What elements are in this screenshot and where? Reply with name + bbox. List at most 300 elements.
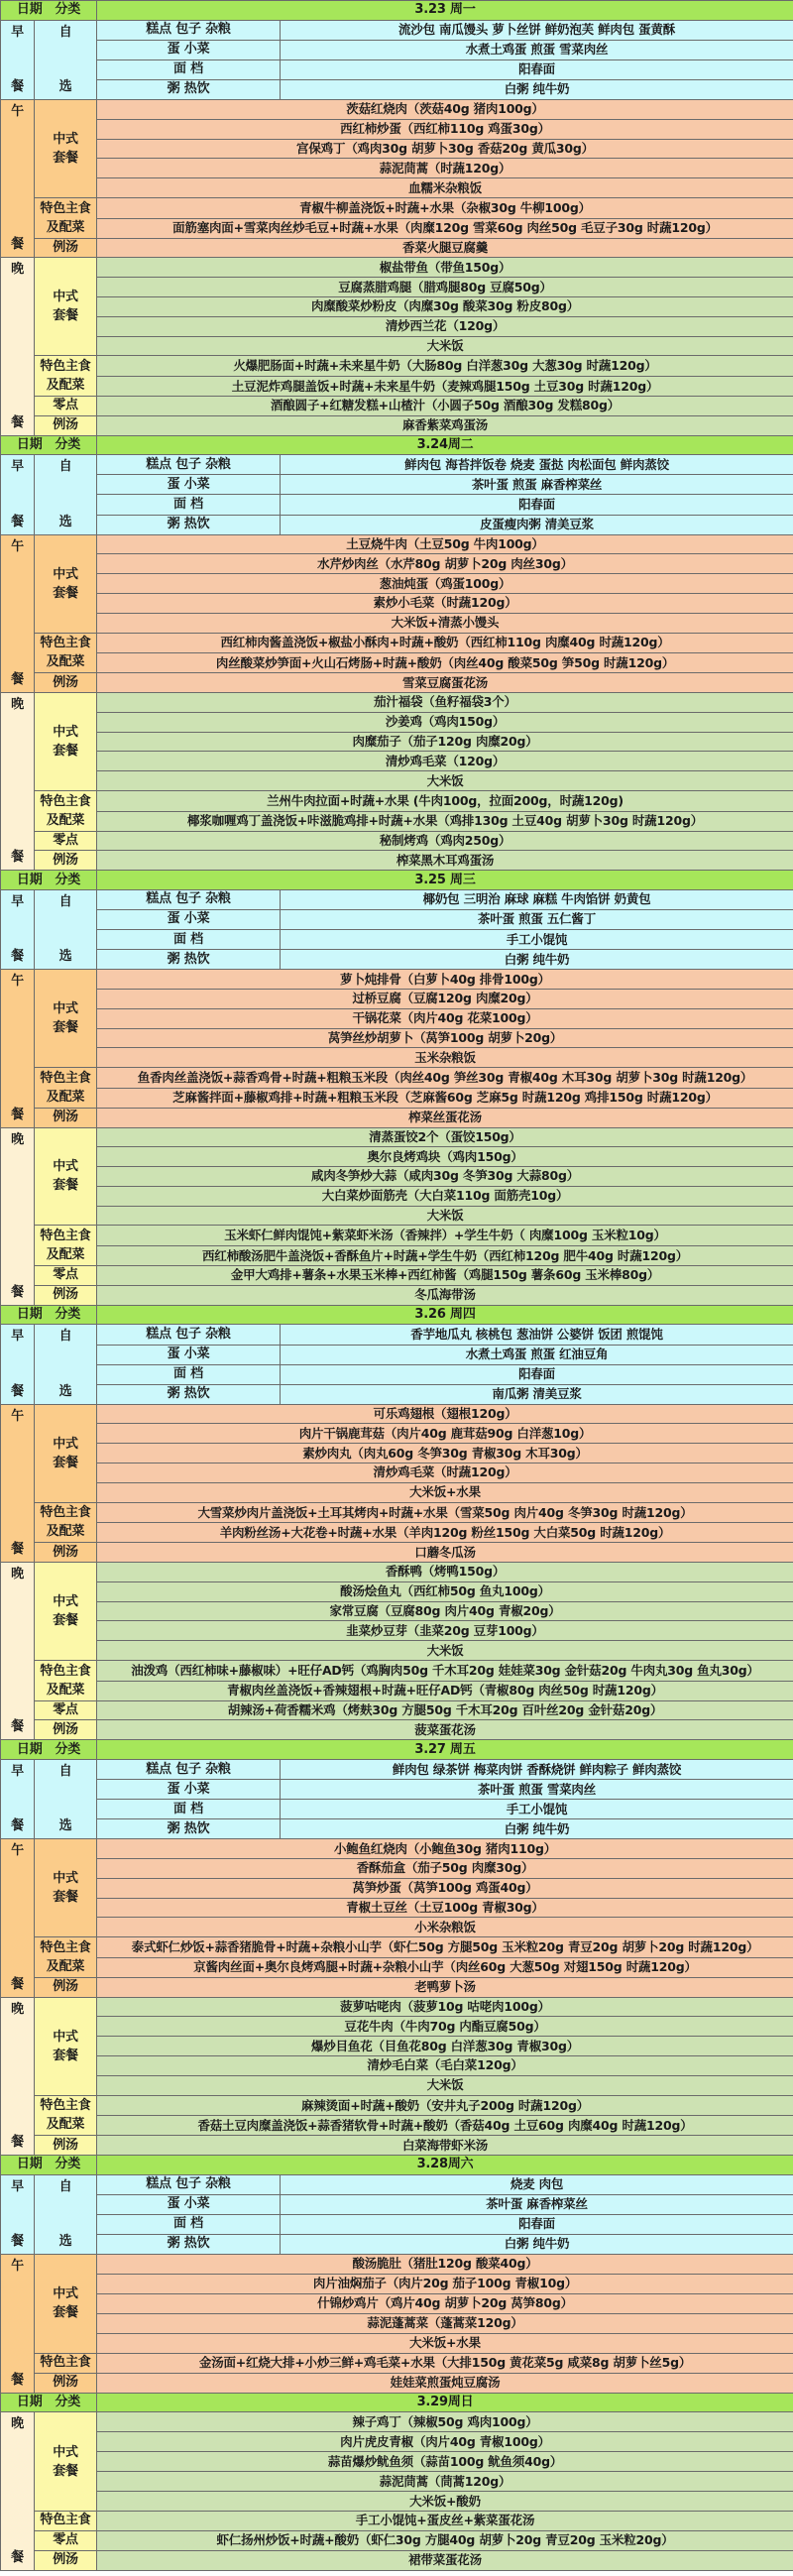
- soup-item: 娃娃菜煎蛋炖豆腐汤: [97, 2373, 793, 2393]
- breakfast-category: 粥 热饮: [97, 1819, 281, 1839]
- breakfast-meal-label: [1, 1325, 35, 1404]
- special-label: [35, 2095, 97, 2136]
- breakfast-category: 粥 热饮: [97, 79, 281, 99]
- lunch-special-row: [1, 1523, 793, 1543]
- dinner-set-row: [1, 1601, 793, 1621]
- header-category-label: 分类: [55, 872, 81, 887]
- dish-item: 大米饭: [97, 771, 793, 791]
- lunch-soup-row: [1, 2373, 793, 2393]
- day-header-row: [1, 435, 793, 455]
- soup-item: 雪菜豆腐蛋花汤: [97, 673, 793, 693]
- dinner-set-row: [1, 712, 793, 732]
- dish-item: 清蒸蛋饺2个（蛋饺150g）: [97, 1127, 793, 1147]
- dish-item: 过桥豆腐（豆腐120g 肉糜20g）: [97, 989, 793, 1008]
- breakfast-category: 糕点 包子 杂粮: [97, 889, 281, 909]
- breakfast-category: 面 档: [97, 930, 281, 950]
- meal-label-top: 早: [11, 1329, 24, 1345]
- dinner-meal-label: [1, 1127, 35, 1305]
- meal-label-top: 午: [11, 103, 24, 119]
- label-line: 套餐: [53, 1178, 78, 1194]
- special-item: 泰式虾仁炒饭+蒜香猪脆骨+时蔬+杂粮小山芋（虾仁50g 方腿50g 玉米粒20g 青豆20g 胡萝卜20g 时蔬120g）: [97, 1937, 793, 1958]
- lunch-set-row: [1, 159, 793, 178]
- soup-label: 例汤: [35, 2550, 97, 2570]
- meal-label-top: 午: [11, 1843, 24, 1859]
- day-header-row: [1, 871, 793, 890]
- day-date: 3.28周六: [97, 2156, 793, 2175]
- label-line: 中式: [53, 566, 78, 582]
- meal-label-bottom: 餐: [11, 78, 24, 94]
- dinner-snack-row: [1, 1266, 793, 1286]
- special-label: [35, 197, 97, 238]
- lunch-special-row: [1, 1502, 793, 1523]
- lunch-meal-label: [1, 99, 35, 257]
- label-line: 特色主食: [40, 636, 91, 651]
- header-category-label: 分类: [55, 2, 81, 18]
- soup-item: 老鸭萝卜汤: [97, 1977, 793, 1997]
- snack-label: 零点: [35, 1700, 97, 1720]
- dinner-set-row: [1, 2017, 793, 2037]
- lunch-set-row: [1, 1008, 793, 1028]
- special-item: 火爆肥肠面+时蔬+未来星牛奶（大肠80g 白洋葱30g 大葱30g 时蔬120g）: [97, 356, 793, 377]
- dinner-special-row: [1, 2116, 793, 2136]
- breakfast-items: 阳春面: [281, 1364, 793, 1384]
- day-date: 3.27 周五: [97, 1740, 793, 1760]
- special-item: 麻辣烫面+时蔬+酸奶（安井丸子200g 时蔬120g）: [97, 2095, 793, 2116]
- breakfast-row: [1, 889, 793, 909]
- meal-label-bottom: 选: [58, 1818, 72, 1834]
- dish-item: 西红柿炒蛋（西红柿110g 鸡蛋30g）: [97, 119, 793, 139]
- meal-label-top: 早: [11, 24, 24, 40]
- dinner-soup-row: [1, 2550, 793, 2570]
- header-date-label: 日期: [16, 1741, 43, 1757]
- dish-item: 家常豆腐（豆腐80g 肉片40g 青椒20g）: [97, 1601, 793, 1621]
- meal-label-bottom: 餐: [11, 2234, 24, 2249]
- dinner-snack-row: [1, 396, 793, 415]
- label-line: 特色主食: [40, 1070, 91, 1086]
- meal-label-top: 自: [58, 24, 72, 40]
- dinner-set-row: [1, 1997, 793, 2017]
- chinese-set-label: [35, 970, 97, 1068]
- meal-label-bottom: 餐: [11, 237, 24, 253]
- chinese-set-label: [35, 1563, 97, 1661]
- meal-label-top: 自: [58, 2178, 72, 2194]
- chinese-set-label: [35, 99, 97, 197]
- breakfast-items: 茶叶蛋 煎蛋 麻香榨菜丝: [281, 475, 793, 495]
- header-date-category: [1, 435, 97, 455]
- breakfast-items: 流沙包 南瓜馒头 萝卜丝饼 鲜奶泡芙 鲜肉包 蛋黄酥: [281, 20, 793, 40]
- lunch-special-row: [1, 633, 793, 653]
- header-date-category: [1, 1, 97, 21]
- breakfast-row: [1, 2194, 793, 2214]
- breakfast-category: 面 档: [97, 1364, 281, 1384]
- breakfast-category: 粥 热饮: [97, 2234, 281, 2254]
- breakfast-row: [1, 40, 793, 59]
- header-date-label: 日期: [16, 1307, 43, 1323]
- breakfast-items: 茶叶蛋 麻香榨菜丝: [281, 2194, 793, 2214]
- breakfast-meal-label: [1, 20, 35, 99]
- header-date-label: 日期: [16, 436, 43, 452]
- breakfast-category: 粥 热饮: [97, 950, 281, 970]
- breakfast-items: 烧麦 肉包: [281, 2174, 793, 2194]
- day-header-row: [1, 1305, 793, 1325]
- special-item: 椰浆咖喱鸡丁盖浇饭+咔滋脆鸡排+时蔬+水果（鸡排130g 土豆40g 胡萝卜30g 时蔬120g）: [97, 811, 793, 831]
- lunch-set-row: [1, 574, 793, 594]
- breakfast-self-serve-label: [35, 1760, 97, 1839]
- dish-item: 大白菜炒面筋壳（大白菜110g 面筋壳10g）: [97, 1186, 793, 1206]
- label-line: 中式: [53, 1871, 78, 1887]
- meal-label-top: 午: [11, 974, 24, 990]
- dinner-set-row: [1, 1621, 793, 1641]
- dinner-soup-row: [1, 1720, 793, 1740]
- lunch-set-row: [1, 2255, 793, 2275]
- soup-label: 例汤: [35, 1977, 97, 1997]
- breakfast-items: 手工小馄饨: [281, 1800, 793, 1819]
- chinese-set-label: [35, 2255, 97, 2354]
- dish-item: 素炒小毛菜（时蔬120g）: [97, 593, 793, 613]
- lunch-set-row: [1, 2293, 793, 2313]
- special-item: 金汤面+红烧大排+小炒三鲜+鸡毛菜+水果（大排150g 黄花菜5g 咸菜8g 胡萝卜丝5g）: [97, 2353, 793, 2373]
- dinner-meal-label: [1, 692, 35, 870]
- dish-item: 菠萝咕咾肉（菠萝10g 咕咾肉100g）: [97, 1997, 793, 2017]
- dish-item: 萝卜炖排骨（白萝卜40g 排骨100g）: [97, 970, 793, 990]
- breakfast-items: 白粥 纯牛奶: [281, 2234, 793, 2254]
- soup-label: 例汤: [35, 2373, 97, 2393]
- breakfast-category: 蛋 小菜: [97, 1345, 281, 1364]
- soup-item: 榨菜丝蛋花汤: [97, 1108, 793, 1127]
- label-line: 中式: [53, 2444, 78, 2460]
- soup-item: 白菜海带虾米汤: [97, 2136, 793, 2156]
- breakfast-row: [1, 1819, 793, 1839]
- special-item: 面筋塞肉面+雪菜肉丝炒毛豆+时蔬+水果（肉糜120g 雪菜60g 肉丝50g 毛豆子30g 时蔬120g）: [97, 218, 793, 238]
- special-label: [35, 1502, 97, 1543]
- breakfast-row: [1, 909, 793, 929]
- breakfast-self-serve-label: [35, 455, 97, 534]
- meal-label-bottom: 选: [58, 514, 72, 529]
- dish-item: 莴笋炒蛋（莴笋100g 鸡蛋40g）: [97, 1878, 793, 1898]
- dish-item: 土豆烧牛肉（土豆50g 牛肉100g）: [97, 534, 793, 554]
- dish-item: 大米饭: [97, 336, 793, 356]
- lunch-set-row: [1, 1839, 793, 1859]
- breakfast-row: [1, 1364, 793, 1384]
- snack-item: 虾仁扬州炒饭+时蔬+酸奶（虾仁30g 方腿40g 胡萝卜20g 青豆20g 玉米粒20g）: [97, 2530, 793, 2550]
- special-item: 青椒肉丝盖浇饭+香辣翅根+时蔬+旺仔AD钙（青椒80g 肉丝50g 时蔬120g）: [97, 1681, 793, 1700]
- dinner-set-row: [1, 1563, 793, 1582]
- breakfast-row: [1, 79, 793, 99]
- breakfast-meal-label: [1, 889, 35, 969]
- meal-label-top: 午: [11, 538, 24, 554]
- label-line: 套餐: [53, 2048, 78, 2063]
- dinner-set-row: [1, 1206, 793, 1226]
- lunch-set-row: [1, 99, 793, 119]
- dinner-set-row: [1, 2056, 793, 2076]
- soup-label: 例汤: [35, 1285, 97, 1305]
- label-line: 特色主食: [40, 2098, 91, 2114]
- soup-label: 例汤: [35, 2136, 97, 2156]
- label-line: 及配菜: [46, 378, 85, 394]
- special-item: 西红柿肉酱盖浇饭+椒盐小酥肉+时蔬+酸奶（西红柿110g 肉糜40g 时蔬120g）: [97, 633, 793, 653]
- header-category-label: 分类: [55, 436, 81, 452]
- dish-item: 清炒鸡毛菜（120g）: [97, 752, 793, 771]
- dish-item: 什锦炒鸡片（鸡片40g 胡萝卜20g 莴笋80g）: [97, 2293, 793, 2313]
- breakfast-row: [1, 59, 793, 79]
- chinese-set-label: [35, 1997, 97, 2095]
- dish-item: 干锅花菜（肉片40g 花菜100g）: [97, 1008, 793, 1028]
- soup-item: 裙带菜蛋花汤: [97, 2550, 793, 2570]
- meal-label-bottom: 餐: [11, 2372, 24, 2388]
- meal-label-top: 早: [11, 893, 24, 909]
- dinner-special-row: [1, 811, 793, 831]
- meal-label-bottom: 餐: [11, 1976, 24, 1992]
- snack-item: 胡辣汤+荷香糯米鸡（烤麸30g 方腿50g 千木耳20g 百叶丝20g 金针菇20g）: [97, 1700, 793, 1720]
- breakfast-category: 糕点 包子 杂粮: [97, 455, 281, 475]
- dinner-set-row: [1, 692, 793, 712]
- breakfast-items: 鲜肉包 海苔拌饭卷 烧麦 蛋挞 肉松面包 鲜肉蒸饺: [281, 455, 793, 475]
- lunch-meal-label: [1, 2255, 35, 2394]
- lunch-set-row: [1, 593, 793, 613]
- meal-label-top: 早: [11, 1764, 24, 1780]
- snack-label: 零点: [35, 396, 97, 415]
- dinner-set-row: [1, 2075, 793, 2095]
- label-line: 套餐: [53, 1455, 78, 1470]
- label-line: 套餐: [53, 1613, 78, 1629]
- lunch-set-row: [1, 2274, 793, 2293]
- special-label: [35, 356, 97, 397]
- dinner-special-row: [1, 377, 793, 397]
- chinese-set-label: [35, 1127, 97, 1226]
- lunch-meal-label: [1, 1839, 35, 1997]
- meal-label-bottom: 选: [58, 78, 72, 94]
- dinner-set-row: [1, 336, 793, 356]
- special-item: 香菇土豆肉糜盖浇饭+蒜香猪软骨+时蔬+酸奶（香菇40g 土豆60g 肉糜40g 时蔬120g）: [97, 2116, 793, 2136]
- meal-label-top: 午: [11, 1408, 24, 1424]
- lunch-set-row: [1, 2313, 793, 2333]
- breakfast-row: [1, 455, 793, 475]
- label-line: 及配菜: [46, 1247, 85, 1263]
- dish-item: 素炒肉丸（肉丸60g 冬笋30g 青椒30g 木耳30g）: [97, 1444, 793, 1464]
- lunch-set-row: [1, 554, 793, 574]
- chinese-set-label: [35, 534, 97, 633]
- header-date-label: 日期: [16, 872, 43, 887]
- lunch-set-row: [1, 970, 793, 990]
- label-line: 及配菜: [46, 2117, 85, 2133]
- dinner-special-row: [1, 2512, 793, 2531]
- lunch-special-row: [1, 1088, 793, 1108]
- day-header-row: [1, 1740, 793, 1760]
- lunch-set-row: [1, 139, 793, 159]
- chinese-set-label: [35, 692, 97, 790]
- meal-label-top: 早: [11, 2178, 24, 2194]
- label-line: 中式: [53, 1159, 78, 1175]
- soup-item: 麻香紫菜鸡蛋汤: [97, 415, 793, 435]
- lunch-special-row: [1, 197, 793, 218]
- dish-item: 奥尔良烤鸡块（鸡肉150g）: [97, 1147, 793, 1167]
- lunch-soup-row: [1, 1108, 793, 1127]
- dish-item: 大米饭: [97, 1641, 793, 1661]
- dish-item: 韭菜炒豆芽（韭菜20g 豆芽100g）: [97, 1621, 793, 1641]
- breakfast-category: 糕点 包子 杂粮: [97, 1325, 281, 1345]
- lunch-set-row: [1, 1048, 793, 1068]
- dinner-special-row: [1, 356, 793, 377]
- dinner-soup-row: [1, 851, 793, 871]
- breakfast-category: 蛋 小菜: [97, 909, 281, 929]
- breakfast-category: 面 档: [97, 1800, 281, 1819]
- dish-item: 大米饭: [97, 2075, 793, 2095]
- lunch-soup-row: [1, 1977, 793, 1997]
- breakfast-items: 白粥 纯牛奶: [281, 79, 793, 99]
- special-label: [35, 633, 97, 673]
- chinese-set-label: [35, 258, 97, 356]
- meal-label-bottom: 餐: [11, 1284, 24, 1300]
- dinner-set-row: [1, 2452, 793, 2472]
- dish-item: 葱油炖蛋（鸡蛋100g）: [97, 574, 793, 594]
- dinner-set-row: [1, 1186, 793, 1206]
- dish-item: 蒜泥茼蒿（茼蒿120g）: [97, 2472, 793, 2492]
- lunch-set-row: [1, 1028, 793, 1048]
- dinner-snack-row: [1, 2530, 793, 2550]
- lunch-set-row: [1, 2333, 793, 2353]
- label-line: 特色主食: [40, 1940, 91, 1956]
- label-line: 及配菜: [46, 1524, 85, 1540]
- meal-label-top: 晚: [11, 1567, 24, 1582]
- dish-item: 莴笋丝炒胡萝卜（莴笋100g 胡萝卜20g）: [97, 1028, 793, 1048]
- meal-label-bottom: 餐: [11, 1383, 24, 1399]
- breakfast-row: [1, 495, 793, 515]
- dish-item: 大米饭: [97, 1206, 793, 1226]
- lunch-set-row: [1, 613, 793, 633]
- label-line: 及配菜: [46, 1682, 85, 1698]
- special-item: 手工小馄饨+蛋皮丝+紫菜蛋花汤: [97, 2512, 793, 2531]
- dinner-special-row: [1, 1246, 793, 1266]
- dinner-set-row: [1, 2472, 793, 2492]
- dish-item: 辣子鸡丁（辣椒50g 鸡肉100g）: [97, 2412, 793, 2432]
- breakfast-row: [1, 1384, 793, 1404]
- breakfast-category: 面 档: [97, 59, 281, 79]
- label-line: 特色主食: [40, 1663, 91, 1679]
- dinner-snack-row: [1, 1700, 793, 1720]
- meal-label-top: 晚: [11, 2001, 24, 2017]
- dish-item: 大米饭+水果: [97, 1482, 793, 1502]
- dish-item: 小鲍鱼红烧肉（小鲍鱼30g 猪肉110g）: [97, 1839, 793, 1859]
- header-date-category: [1, 2393, 97, 2412]
- meal-label-top: 自: [58, 459, 72, 475]
- breakfast-row: [1, 2234, 793, 2254]
- lunch-set-row: [1, 1859, 793, 1879]
- snack-item: 秘制烤鸡（鸡肉250g）: [97, 831, 793, 851]
- dish-item: 茄汁福袋（鱼籽福袋3个）: [97, 692, 793, 712]
- dinner-set-row: [1, 1147, 793, 1167]
- special-label: [35, 1661, 97, 1701]
- dinner-set-row: [1, 1581, 793, 1601]
- chinese-set-label: [35, 1404, 97, 1502]
- meal-label-top: 晚: [11, 2416, 24, 2432]
- dinner-set-row: [1, 1641, 793, 1661]
- special-item: 兰州牛肉拉面+时蔬+水果 (牛肉100g，拉面200g，时蔬120g): [97, 790, 793, 811]
- label-line: 特色主食: [40, 1229, 91, 1244]
- lunch-set-row: [1, 534, 793, 554]
- meal-label-bottom: 选: [58, 2234, 72, 2249]
- lunch-set-row: [1, 178, 793, 198]
- soup-item: 香菜火腿豆腐羹: [97, 238, 793, 258]
- breakfast-category: 蛋 小菜: [97, 1780, 281, 1800]
- dish-item: 可乐鸡翅根（翅根120g）: [97, 1404, 793, 1424]
- label-line: 中式: [53, 1594, 78, 1610]
- meal-label-bottom: 餐: [11, 671, 24, 687]
- dish-item: 肉片油焖茄子（肉片20g 茄子100g 青椒10g）: [97, 2274, 793, 2293]
- label-line: 套餐: [53, 1890, 78, 1906]
- dish-item: 蒜泥茼蒿（时蔬120g）: [97, 159, 793, 178]
- soup-item: 榨菜黑木耳鸡蛋汤: [97, 851, 793, 871]
- breakfast-meal-label: [1, 1760, 35, 1839]
- lunch-soup-row: [1, 673, 793, 693]
- label-line: 套餐: [53, 2305, 78, 2321]
- label-line: 中式: [53, 131, 78, 147]
- dinner-set-row: [1, 296, 793, 316]
- breakfast-category: 蛋 小菜: [97, 475, 281, 495]
- soup-item: 冬瓜海带汤: [97, 1285, 793, 1305]
- special-item: 西红柿酸汤肥牛盖浇饭+香酥鱼片+时蔬+学生牛奶（西红柿120g 肥牛40g 时蔬120g）: [97, 1246, 793, 1266]
- header-date-category: [1, 2156, 97, 2175]
- breakfast-items: 水煮土鸡蛋 煎蛋 红油豆角: [281, 1345, 793, 1364]
- dinner-meal-label: [1, 1563, 35, 1740]
- dinner-set-row: [1, 258, 793, 278]
- meal-label-top: 晚: [11, 1131, 24, 1147]
- soup-label: 例汤: [35, 851, 97, 871]
- label-line: 特色主食: [40, 359, 91, 375]
- dinner-set-row: [1, 278, 793, 297]
- label-line: 中式: [53, 2029, 78, 2045]
- day-date: 3.23 周一: [97, 1, 793, 21]
- soup-label: 例汤: [35, 1108, 97, 1127]
- lunch-set-row: [1, 1464, 793, 1483]
- chinese-set-label: [35, 2412, 97, 2512]
- dinner-set-row: [1, 316, 793, 336]
- special-label: [35, 1226, 97, 1266]
- day-date: 3.24周二: [97, 435, 793, 455]
- breakfast-row: [1, 515, 793, 534]
- special-item: 大雪菜炒肉片盖浇饭+土耳其烤肉+时蔬+水果（雪菜50g 肉片40g 冬笋30g 时蔬120g）: [97, 1502, 793, 1523]
- meal-label-bottom: 餐: [11, 2549, 24, 2565]
- chinese-set-label: [35, 1839, 97, 1937]
- soup-label: 例汤: [35, 415, 97, 435]
- dinner-meal-label: [1, 2412, 35, 2570]
- day-date: 3.25 周三: [97, 871, 793, 890]
- label-line: 及配菜: [46, 1959, 85, 1975]
- dinner-set-row: [1, 2037, 793, 2056]
- day-header-row: [1, 1, 793, 21]
- dinner-set-row: [1, 2412, 793, 2432]
- lunch-special-row: [1, 2353, 793, 2373]
- label-line: 中式: [53, 1001, 78, 1017]
- dish-item: 香酥鸭（烤鸭150g）: [97, 1563, 793, 1582]
- dinner-special-row: [1, 2095, 793, 2116]
- dish-item: 肉糜酸菜炒粉皮（肉糜30g 酸菜30g 粉皮80g）: [97, 296, 793, 316]
- dinner-set-row: [1, 2492, 793, 2512]
- special-item: 油泼鸡（西红柿味+藤椒味）+旺仔AD钙（鸡胸肉50g 千木耳20g 娃娃菜30g 金针菇20g 牛肉丸30g 鱼丸30g）: [97, 1661, 793, 1682]
- soup-label: 例汤: [35, 238, 97, 258]
- header-date-label: 日期: [16, 2394, 43, 2409]
- lunch-special-row: [1, 218, 793, 238]
- meal-label-top: 自: [58, 893, 72, 909]
- snack-item: 金甲大鸡排+薯条+水果玉米棒+西红柿酱（鸡腿150g 薯条60g 玉米棒80g）: [97, 1266, 793, 1286]
- dinner-soup-row: [1, 415, 793, 435]
- breakfast-row: [1, 2214, 793, 2234]
- special-item: 羊肉粉丝汤+大花卷+时蔬+水果（羊肉120g 粉丝150g 大白菜50g 时蔬120g）: [97, 1523, 793, 1543]
- label-line: 特色主食: [40, 1505, 91, 1521]
- dinner-snack-row: [1, 831, 793, 851]
- breakfast-items: 茶叶蛋 煎蛋 五仁酱丁: [281, 909, 793, 929]
- label-line: 及配菜: [46, 1089, 85, 1105]
- meal-label-bottom: 餐: [11, 949, 24, 965]
